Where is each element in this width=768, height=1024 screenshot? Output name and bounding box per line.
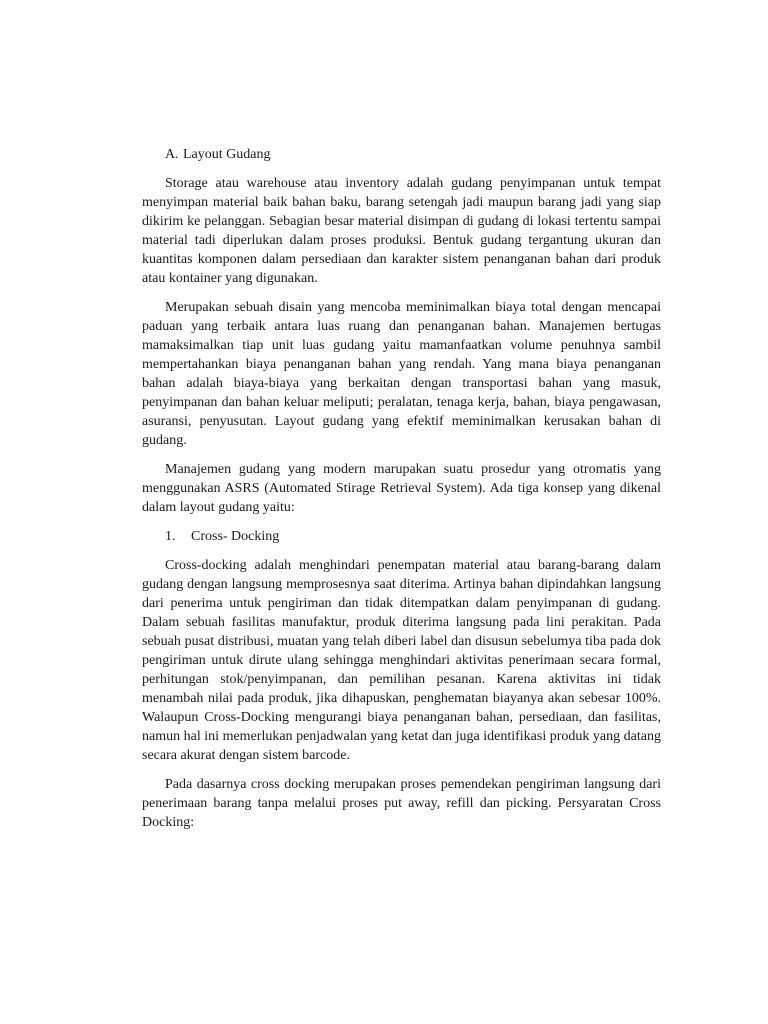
section-number: A. xyxy=(165,147,179,162)
paragraph-cross-docking: Cross-docking adalah menghindari penempatan material atau barang-barang dalam gudang dengan langsung memprosesnya saat diterima. Artinya bahan dipindahkan langsung dari penerima untuk pengiriman dan tidak ditempatkan dalam penyimpanan di gudang. Dalam sebuah fasilitas manufaktur, produk diterima langsung pada lini perakitan. Pada sebuah pusat distribusi, muatan yang telah diberi label dan disusun sebelumya tiba pada dok pengiriman untuk dirute ulang sehingga menghindari aktivitas penerimaan secara formal, perhitungan stok/penyimpanan, dan pemilihan pesanan. Karena aktivitas ini tidak menambah nilai pada produk, jika dihapuskan, penghematan biayanya akan sebesar 100%. Walaupun Cross-Docking mengurangi biaya penanganan bahan, persediaan, dan fasilitas, namun hal ini memerlukan penjadwalan yang ketat dan juga identifikasi produk yang datang secara akurat dengan sistem barcode. xyxy=(142,558,661,763)
paragraph-design: Merupakan sebuah disain yang mencoba meminimalkan biaya total dengan mencapai paduan yang terbaik antara luas ruang dan penanganan bahan. Manajemen bertugas mamaksimalkan tiap unit luas gudang yaitu mamanfaatkan volume penuhnya sambil mempertahankan biaya penanganan bahan yang rendah. Yang mana biaya penanganan bahan adalah biaya-biaya yang berkaitan dengan transportasi bahan yang masuk, penyimpanan dan bahan keluar meliputi; peralatan, tenaga kerja, bahan, biaya pengawasan, asuransi, penyusutan. Layout gudang yang efektif meminimalkan kerusakan bahan di gudang. xyxy=(142,300,661,448)
subsection-number: 1. xyxy=(165,529,176,544)
document-page xyxy=(142,145,661,842)
paragraph-storage: Storage atau warehouse atau inventory adalah gudang penyimpanan untuk tempat menyimpan material baik bahan baku, barang setengah jadi maupun barang jadi yang siap dikirim ke pelanggan. Sebagian besar material disimpan di gudang di lokasi tertentu sampai material tadi diperlukan dalam proses produksi. Bentuk gudang tergantung ukuran dan kuantitas komponen dalam persediaan dan karakter sistem penanganan bahan dari produk atau kontainer yang digunakan. xyxy=(142,176,661,286)
paragraph-modern-management: Manajemen gudang yang modern marupakan suatu prosedur yang otromatis yang menggunakan ASRS (Automated Stirage Retrieval System). Ada tiga konsep yang dikenal dalam layout gudang yaitu: xyxy=(142,462,661,515)
subsection-heading xyxy=(142,527,661,546)
section-title: Layout Gudang xyxy=(183,147,271,162)
section-heading xyxy=(142,145,661,164)
paragraph-cross-docking-basics: Pada dasarnya cross docking merupakan proses pemendekan pengiriman langsung dari penerimaan barang tanpa melalui proses put away, refill dan picking. Persyaratan Cross Docking: xyxy=(142,777,661,830)
subsection-title: Cross- Docking xyxy=(191,529,280,544)
